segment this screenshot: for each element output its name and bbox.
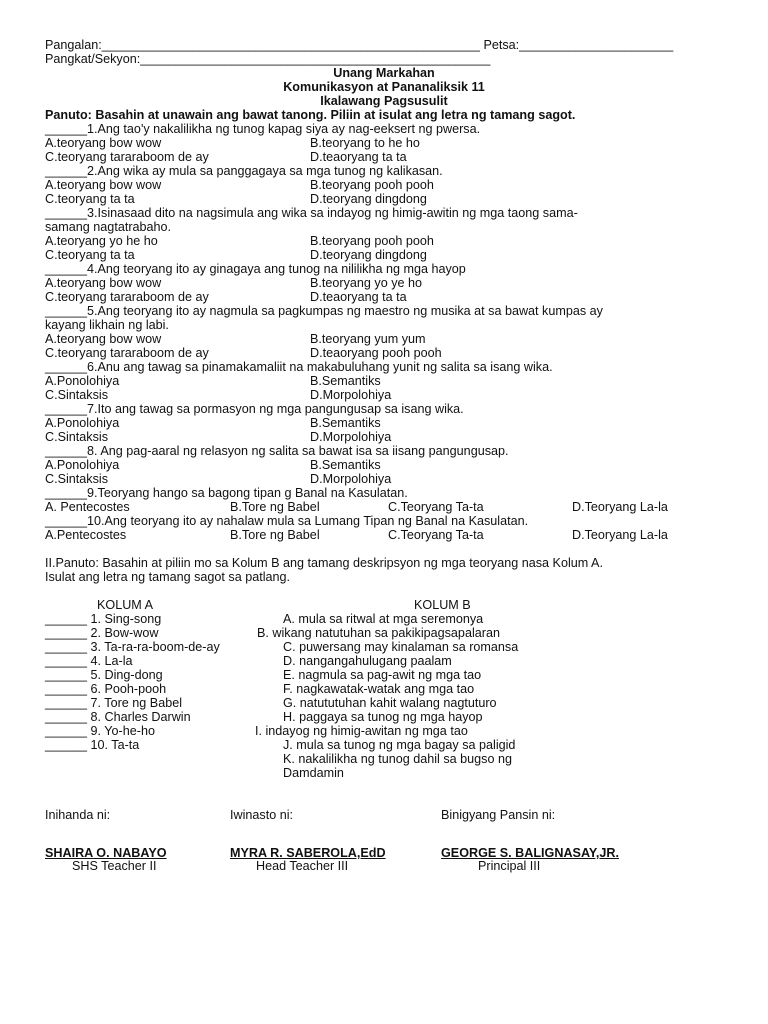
question-2: ______2.Ang wika ay mula sa panggagaya sa mga tunog ng kalikasan. <box>45 164 443 178</box>
q10-choice-c: C.Teoryang Ta-ta <box>388 528 484 542</box>
q3-choice-a: A.teoryang yo he ho <box>45 234 158 248</box>
q5-choice-d: D.teaoryang pooh pooh <box>310 346 442 360</box>
col-a-item: ______ 10. Ta-ta <box>45 738 140 752</box>
q7-choice-a: A.Ponolohiya <box>45 416 120 430</box>
q1-choice-a: A.teoryang bow wow <box>45 136 162 150</box>
col-b-item: B. wikang natutuhan sa pakikipagsapalaran <box>257 626 500 640</box>
q6-choice-a: A.Ponolohiya <box>45 374 120 388</box>
col-a-item: ______ 5. Ding-dong <box>45 668 163 682</box>
col-a-item: ______ 7. Tore ng Babel <box>45 696 183 710</box>
question-3: ______3.Isinasaad dito na nagsimula ang wika sa indayog ng himig-awitin ng mga taong sama- <box>45 206 578 220</box>
col-b-item-cont: Damdamin <box>283 766 344 780</box>
q2-choice-c: C.teoryang ta ta <box>45 192 135 206</box>
question-8: ______8. Ang pag-aaral ng relasyon ng salita sa bawat isa sa iisang pangungusap. <box>45 444 509 458</box>
part1-instructions: Panuto: Basahin at unawain ang bawat tanong. Piliin at isulat ang letra ng tamang sagot. <box>45 108 576 122</box>
q1-choice-d: D.teaoryang ta ta <box>310 150 407 164</box>
q10-choice-d: D.Teoryang La-la <box>572 528 668 542</box>
q2-choice-d: D.teoryang dingdong <box>310 192 427 206</box>
quarter-title: Unang Markahan <box>333 66 435 80</box>
q3-choice-c: C.teoryang ta ta <box>45 248 135 262</box>
col-b-item: E. nagmula sa pag-awit ng mga tao <box>283 668 482 682</box>
prepared-by-name: SHAIRA O. NABAYO <box>45 846 167 860</box>
prepared-by-title: SHS Teacher II <box>72 859 157 873</box>
q9-choice-b: B.Tore ng Babel <box>230 500 320 514</box>
q3-choice-b: B.teoryang pooh pooh <box>310 234 434 248</box>
q6-choice-c: C.Sintaksis <box>45 388 108 402</box>
section-line: Pangkat/Sekyon:__________________________________________________ <box>45 52 491 66</box>
noted-by-title: Principal III <box>478 859 541 873</box>
q6-choice-d: D.Morpolohiya <box>310 388 392 402</box>
q8-choice-d: D.Morpolohiya <box>310 472 392 486</box>
q4-choice-b: B.teoryang yo ye ho <box>310 276 423 290</box>
column-b-header: KOLUM B <box>414 598 471 612</box>
col-b-item: H. paggaya sa tunog ng mga hayop <box>283 710 483 724</box>
q10-choice-b: B.Tore ng Babel <box>230 528 320 542</box>
q7-choice-d: D.Morpolohiya <box>310 430 392 444</box>
q7-choice-c: C.Sintaksis <box>45 430 108 444</box>
question-7: ______7.Ito ang tawag sa pormasyon ng mga pangungusap sa isang wika. <box>45 402 464 416</box>
q5-choice-a: A.teoryang bow wow <box>45 332 162 346</box>
col-a-item: ______ 6. Pooh-pooh <box>45 682 167 696</box>
col-b-item: C. puwersang may kinalaman sa romansa <box>283 640 519 654</box>
col-a-item: ______ 1. Sing-song <box>45 612 162 626</box>
q5-choice-b: B.teoryang yum yum <box>310 332 426 346</box>
q1-choice-b: B.teoryang to he ho <box>310 136 420 150</box>
q2-choice-a: A.teoryang bow wow <box>45 178 162 192</box>
checked-by-label: Iwinasto ni: <box>230 808 293 822</box>
col-a-item: ______ 2. Bow-wow <box>45 626 159 640</box>
checked-by-name: MYRA R. SABEROLA,EdD <box>230 846 386 860</box>
col-b-item: J. mula sa tunog ng mga bagay sa paligid <box>283 738 516 752</box>
q7-choice-b: B.Semantiks <box>310 416 381 430</box>
question-10: ______10.Ang teoryang ito ay nahalaw mula sa Lumang Tipan ng Banal na Kasulatan. <box>45 514 529 528</box>
q6-choice-b: B.Semantiks <box>310 374 381 388</box>
q9-choice-a: A. Pentecostes <box>45 500 130 514</box>
q10-choice-a: A.Pentecostes <box>45 528 127 542</box>
q9-choice-d: D.Teoryang La-la <box>572 500 668 514</box>
col-b-item: I. indayog ng himig-awitan ng mga tao <box>255 724 468 738</box>
q4-choice-c: C.teoryang tararaboom de ay <box>45 290 209 304</box>
part2-instructions: II.Panuto: Basahin at piliin mo sa Kolum B ang tamang deskripsyon ng mga teoryang nasa Kolum A. <box>45 556 603 570</box>
part2-instructions-cont: Isulat ang letra ng tamang sagot sa patlang. <box>45 570 291 584</box>
subject-title: Komunikasyon at Pananaliksik 11 <box>283 80 485 94</box>
q8-choice-c: C.Sintaksis <box>45 472 108 486</box>
noted-by-label: Binigyang Pansin ni: <box>441 808 556 822</box>
question-4: ______4.Ang teoryang ito ay ginagaya ang tunog na nililikha ng mga hayop <box>45 262 466 276</box>
exam-title: Ikalawang Pagsusulit <box>320 94 448 108</box>
q4-choice-d: D.teaoryang ta ta <box>310 290 407 304</box>
col-b-item: K. nakalilikha ng tunog dahil sa bugso ng <box>283 752 512 766</box>
col-b-item: F. nagkawatak-watak ang mga tao <box>283 682 475 696</box>
question-5: ______5.Ang teoryang ito ay nagmula sa pagkumpas ng maestro ng musika at sa bawat kumpas ay <box>45 304 603 318</box>
q8-choice-b: B.Semantiks <box>310 458 381 472</box>
q8-choice-a: A.Ponolohiya <box>45 458 120 472</box>
name-date-line: Pangalan:______________________________________________________ Petsa:______________________ <box>45 38 674 52</box>
checked-by-title: Head Teacher III <box>256 859 349 873</box>
col-a-item: ______ 8. Charles Darwin <box>45 710 191 724</box>
q2-choice-b: B.teoryang pooh pooh <box>310 178 434 192</box>
col-b-item: A. mula sa ritwal at mga seremonya <box>283 612 484 626</box>
col-a-item: ______ 3. Ta-ra-ra-boom-de-ay <box>45 640 220 654</box>
col-a-item: ______ 9. Yo-he-ho <box>45 724 155 738</box>
q3-choice-d: D.teoryang dingdong <box>310 248 427 262</box>
q9-choice-c: C.Teoryang Ta-ta <box>388 500 484 514</box>
prepared-by-label: Inihanda ni: <box>45 808 111 822</box>
col-a-item: ______ 4. La-la <box>45 654 133 668</box>
q5-choice-c: C.teoryang tararaboom de ay <box>45 346 209 360</box>
noted-by-name: GEORGE S. BALIGNASAY,JR. <box>441 846 619 860</box>
question-1: ______1.Ang tao'y nakalilikha ng tunog kapag siya ay nag-eeksert ng pwersa. <box>45 122 481 136</box>
question-3-cont: samang nagtatrabaho. <box>45 220 172 234</box>
question-9: ______9.Teoryang hango sa bagong tipan g Banal na Kasulatan. <box>45 486 408 500</box>
q4-choice-a: A.teoryang bow wow <box>45 276 162 290</box>
q1-choice-c: C.teoryang tararaboom de ay <box>45 150 209 164</box>
column-a-header: KOLUM A <box>97 598 153 612</box>
question-5-cont: kayang likhain ng labi. <box>45 318 169 332</box>
col-b-item: G. natututuhan kahit walang nagtuturo <box>283 696 497 710</box>
col-b-item: D. nangangahulugang paalam <box>283 654 452 668</box>
question-6: ______6.Anu ang tawag sa pinamakamaliit na makabuluhang yunit ng salita sa isang wika. <box>45 360 553 374</box>
